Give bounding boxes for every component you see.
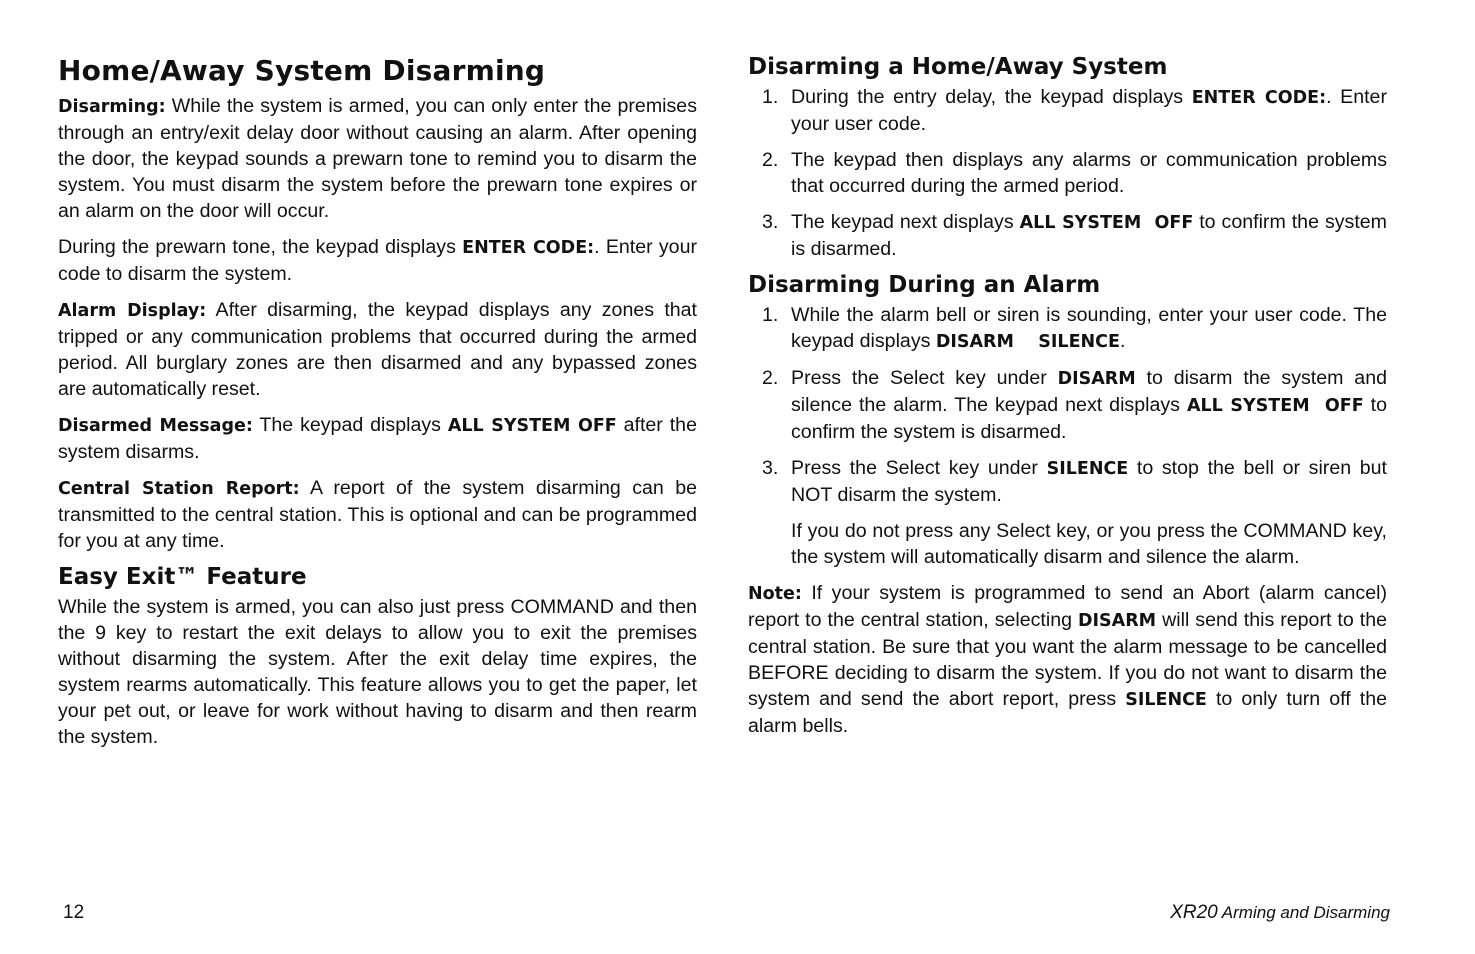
step-number: 2. [762, 149, 779, 171]
prewarn-text-pre: During the prewarn tone, the keypad displays [58, 236, 463, 258]
easy-exit-heading: Easy Exit™ Feature [58, 564, 307, 590]
note-paragraph [748, 580, 1387, 739]
step-number: 2. [762, 367, 779, 389]
note-label: Note: [748, 584, 802, 604]
step-code: DISARM SILENCE [935, 332, 1120, 352]
step-text: The keypad then displays any alarms or communication problems that occurred during the armed period. [791, 149, 1387, 197]
step-code-2: ALL SYSTEM OFF [1186, 396, 1364, 416]
disarmed-message-paragraph [58, 412, 697, 465]
list-item [748, 365, 1387, 445]
disarming-text: While the system is armed, you can only enter the premises through an entry/exit delay door without causing an alarm. After opening the door, the keypad sounds a prewarn tone to remind you to disarm the system. You must disarm the system before the prewarn tone expires or an alarm on the door will occur. [58, 95, 697, 222]
alarm-display-label: Alarm Display: [58, 301, 207, 321]
footer-model: XR20 [1170, 902, 1218, 923]
alarm-section-heading: Disarming During an Alarm [748, 272, 1101, 298]
step-text [791, 455, 1387, 508]
step-number: 3. [762, 211, 779, 233]
step-code: DISARM [1057, 369, 1136, 389]
step-text-post: to stop the bell or siren but NOT disarm the system. [791, 457, 1387, 506]
easy-exit-paragraph: While the system is armed, you can also just press COMMAND and then the 9 key to restart the exit delays to allow you to exit the premises without disarming the system. After the exit delay time expires, the system rearms automatically. This feature allows you to get the paper, let your pet out, or leave for work without having to disarm and then rearm the system. [58, 596, 697, 748]
disarming-label: Disarming: [58, 97, 166, 117]
step-code: ENTER CODE: [1191, 88, 1327, 108]
step-text-pre: Press the Select key under [791, 457, 1047, 479]
step-text-pre: During the entry delay, the keypad displays [791, 86, 1192, 108]
disarmed-message-code: ALL SYSTEM OFF [447, 416, 617, 436]
step-text-post: . [1119, 330, 1126, 352]
disarmed-message-label: Disarmed Message: [58, 416, 253, 436]
step-number: 1. [762, 304, 779, 326]
step-text-pre: Press the Select key under [791, 367, 1058, 389]
alarm-display-text: After disarming, the keypad displays any zones that tripped or any communication problems that occurred during the armed period. All burglary zones are then disarmed and any bypassed zones are automatically reset. [58, 299, 698, 400]
step-text-mid: to disarm the system and silence the alarm. The keypad next displays [791, 367, 1387, 416]
step-extra-text: If you do not press any Select key, or you press the COMMAND key, the system will automatically disarm and silence the alarm. [791, 520, 1387, 568]
prewarn-code: ENTER CODE: [462, 238, 595, 258]
prewarn-text-post: . Enter your code to disarm the system. [58, 236, 697, 285]
central-station-text: A report of the system disarming can be transmitted to the central station. This is optional and can be programmed for you at any time. [58, 477, 697, 552]
step-text [791, 209, 1387, 262]
step-text-post: to confirm the system is disarmed. [791, 394, 1387, 443]
page-number: 12 [63, 902, 85, 923]
alarm-display-paragraph [58, 297, 697, 402]
footer-chapter: Arming and Disarming [1217, 903, 1390, 922]
step-text-pre: The keypad next displays [791, 211, 1020, 233]
step-text [791, 365, 1387, 445]
note-text-pre: If your system is programmed to send an Abort (alarm cancel) report to the central station, selecting [748, 582, 1387, 631]
note-code-2: SILENCE [1125, 690, 1207, 710]
page-title: Home/Away System Disarming [58, 54, 546, 87]
list-item [748, 209, 1387, 262]
disarmed-message-pre: The keypad displays [252, 414, 448, 436]
alarm-steps-list [748, 302, 1387, 570]
running-footer [1170, 902, 1390, 924]
central-station-label: Central Station Report: [58, 479, 300, 499]
list-item [748, 455, 1387, 570]
step-text [791, 302, 1387, 355]
note-code: DISARM [1078, 611, 1157, 631]
disarm-steps-list [748, 84, 1387, 262]
step-text-post: . Enter your user code. [791, 86, 1387, 135]
right-column [748, 50, 1387, 749]
left-column [58, 50, 697, 760]
disarming-paragraph [58, 93, 697, 224]
disarmed-message-post: after the system disarms. [58, 414, 697, 463]
prewarn-paragraph [58, 234, 697, 287]
central-station-paragraph [58, 475, 697, 554]
step-text-pre: While the alarm bell or siren is sounding, enter your user code. The keypad displays [791, 304, 1387, 352]
list-item [748, 302, 1387, 355]
step-text-post: to confirm the system is disarmed. [791, 211, 1387, 260]
note-text-post: to only turn off the alarm bells. [748, 688, 1387, 737]
step-number: 3. [762, 457, 779, 479]
step-code: ALL SYSTEM OFF [1019, 213, 1194, 233]
disarm-section-heading: Disarming a Home/Away System [748, 54, 1168, 80]
list-item [748, 84, 1387, 137]
step-text [791, 84, 1387, 137]
step-code: SILENCE [1046, 459, 1129, 479]
note-text-mid: will send this report to the central station. Be sure that you want the alarm message to be cancelled BEFORE deciding to disarm the system. If you do not want to disarm the system and send the abort report, press [748, 609, 1387, 710]
list-item [748, 147, 1387, 199]
step-number: 1. [762, 86, 779, 108]
